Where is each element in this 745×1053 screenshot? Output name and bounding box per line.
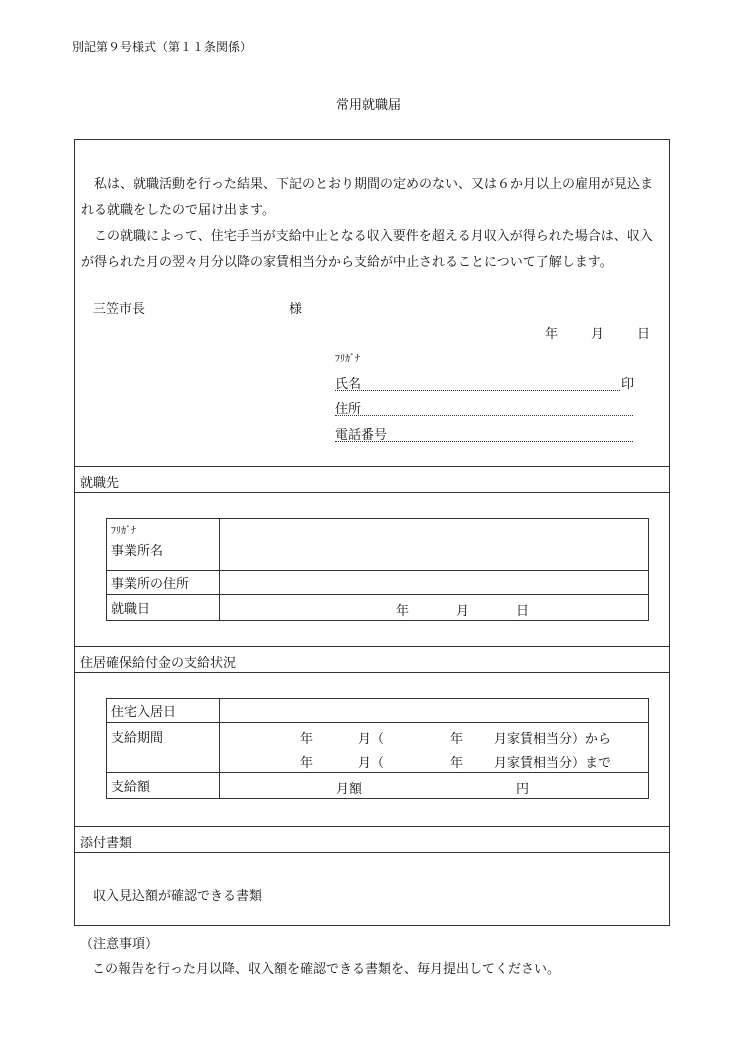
- applicant-furigana-label: ﾌﾘｶﾞﾅ: [335, 354, 360, 365]
- divider: [75, 492, 669, 493]
- payment-amount-label: 支給額: [107, 773, 220, 799]
- yen-label: 円: [516, 782, 530, 797]
- payment-amount-field[interactable]: [220, 773, 649, 799]
- start-date-label: 就職日: [107, 595, 220, 621]
- date-day-label: 日: [637, 327, 651, 342]
- seal-label: 印: [621, 377, 635, 392]
- divider: [75, 466, 669, 467]
- payment-period-label: 支給期間: [107, 723, 220, 773]
- start-date-field[interactable]: [220, 595, 649, 621]
- divider: [75, 852, 669, 853]
- start-day-label: 日: [516, 604, 530, 619]
- applicant-name-label: 氏名: [335, 377, 362, 392]
- period-from-month: 月（: [358, 732, 385, 747]
- payment-period-field[interactable]: [220, 723, 649, 773]
- applicant-phone-label: 電話番号: [335, 428, 388, 443]
- housing-table: [106, 698, 649, 799]
- form-title: 常用就職届: [336, 98, 402, 113]
- period-from-rent-year: 年: [450, 732, 464, 747]
- addressee: 三笠市長: [93, 302, 146, 317]
- company-address-field[interactable]: [220, 571, 649, 595]
- notes-body: この報告を行った月以降、収入額を確認できる書類を、毎月提出してください。: [92, 962, 561, 977]
- period-to-month: 月（: [358, 756, 385, 771]
- date-month-label: 月: [591, 327, 605, 342]
- attachments-section-label: 添付書類: [80, 836, 133, 851]
- move-in-date-field[interactable]: [220, 699, 649, 723]
- move-in-date-label: 住宅入居日: [107, 699, 220, 723]
- monthly-amount-label: 月額: [336, 782, 363, 797]
- declaration-paragraph-2: この就職によって、住宅手当が支給中止となる収入要件を超える月収入が得られた場合は、収入が得られた月の翌々月分以降の家賃相当分から支給が中止されることについて了解します。: [81, 229, 653, 270]
- date-year-label: 年: [545, 327, 559, 342]
- period-from-rent-month: 月家賃相当分）から: [494, 732, 612, 747]
- period-from-year: 年: [300, 732, 314, 747]
- period-to-year: 年: [300, 756, 314, 771]
- applicant-address-field[interactable]: [335, 401, 633, 416]
- form-number-note: 別記第９号様式（第１１条関係）: [72, 40, 253, 54]
- start-month-label: 月: [456, 604, 470, 619]
- applicant-name-field[interactable]: [335, 376, 620, 391]
- company-furigana-label: ﾌﾘｶﾞﾅ: [111, 526, 136, 537]
- company-address-label: 事業所の住所: [107, 571, 220, 595]
- period-to-rent-year: 年: [450, 756, 464, 771]
- company-name-label: 事業所名: [111, 544, 164, 559]
- divider: [75, 672, 669, 673]
- attachment-item: 収入見込額が確認できる書類: [93, 889, 263, 904]
- start-year-label: 年: [396, 604, 410, 619]
- form-frame: [74, 139, 670, 926]
- company-name-field[interactable]: [220, 519, 649, 571]
- applicant-phone-field[interactable]: [335, 427, 633, 442]
- period-to-rent-month: 月家賃相当分）まで: [494, 756, 612, 771]
- applicant-address-label: 住所: [335, 402, 362, 417]
- employment-table: [106, 518, 649, 621]
- divider: [75, 826, 669, 827]
- housing-section-label: 住居確保給付金の支給状況: [80, 656, 237, 671]
- notes-title: （注意事項）: [80, 937, 159, 952]
- divider: [75, 646, 669, 647]
- company-name-label-cell: [107, 519, 220, 571]
- declaration-paragraph-1: 私は、就職活動を行った結果、下記のとおり期間の定めのない、又は６か月以上の雇用が見込まれる就職をしたので届け出ます。: [81, 177, 654, 218]
- honorific: 様: [289, 302, 303, 317]
- employment-section-label: 就職先: [80, 476, 120, 491]
